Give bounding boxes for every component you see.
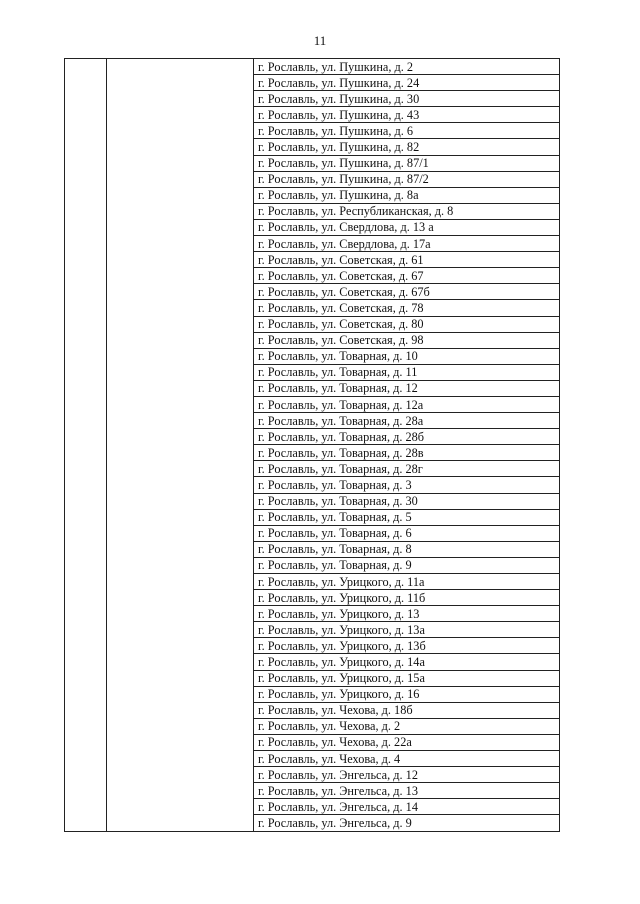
address-cell: г. Рославль, ул. Урицкого, д. 13а bbox=[254, 622, 560, 638]
address-cell: г. Рославль, ул. Урицкого, д. 11а bbox=[254, 574, 560, 590]
address-cell: г. Рославль, ул. Товарная, д. 5 bbox=[254, 509, 560, 525]
address-cell: г. Рославль, ул. Советская, д. 78 bbox=[254, 300, 560, 316]
address-table-body bbox=[65, 59, 560, 832]
address-cell: г. Рославль, ул. Пушкина, д. 82 bbox=[254, 139, 560, 155]
address-cell: г. Рославль, ул. Товарная, д. 12а bbox=[254, 396, 560, 412]
number-column-cell bbox=[65, 59, 107, 832]
page-number: 11 bbox=[313, 33, 327, 48]
address-cell: г. Рославль, ул. Энгельса, д. 12 bbox=[254, 767, 560, 783]
address-cell: г. Рославль, ул. Пушкина, д. 87/1 bbox=[254, 155, 560, 171]
address-cell: г. Рославль, ул. Пушкина, д. 2 bbox=[254, 59, 560, 75]
address-cell: г. Рославль, ул. Чехова, д. 18б bbox=[254, 702, 560, 718]
address-cell: г. Рославль, ул. Товарная, д. 3 bbox=[254, 477, 560, 493]
address-cell: г. Рославль, ул. Энгельса, д. 14 bbox=[254, 799, 560, 815]
address-cell: г. Рославль, ул. Урицкого, д. 14а bbox=[254, 654, 560, 670]
address-cell: г. Рославль, ул. Урицкого, д. 16 bbox=[254, 686, 560, 702]
address-cell: г. Рославль, ул. Товарная, д. 30 bbox=[254, 493, 560, 509]
address-cell: г. Рославль, ул. Свердлова, д. 13 а bbox=[254, 219, 560, 235]
address-cell: г. Рославль, ул. Республиканская, д. 8 bbox=[254, 203, 560, 219]
address-cell: г. Рославль, ул. Пушкина, д. 24 bbox=[254, 75, 560, 91]
address-cell: г. Рославль, ул. Советская, д. 67б bbox=[254, 284, 560, 300]
address-table bbox=[64, 58, 560, 832]
table-row bbox=[65, 59, 560, 75]
address-cell: г. Рославль, ул. Пушкина, д. 87/2 bbox=[254, 171, 560, 187]
address-cell: г. Рославль, ул. Советская, д. 61 bbox=[254, 252, 560, 268]
address-cell: г. Рославль, ул. Чехова, д. 22а bbox=[254, 734, 560, 750]
address-cell: г. Рославль, ул. Чехова, д. 2 bbox=[254, 718, 560, 734]
address-cell: г. Рославль, ул. Пушкина, д. 43 bbox=[254, 107, 560, 123]
address-cell: г. Рославль, ул. Урицкого, д. 11б bbox=[254, 590, 560, 606]
address-cell: г. Рославль, ул. Советская, д. 80 bbox=[254, 316, 560, 332]
address-cell: г. Рославль, ул. Пушкина, д. 30 bbox=[254, 91, 560, 107]
address-cell: г. Рославль, ул. Товарная, д. 6 bbox=[254, 525, 560, 541]
address-cell: г. Рославль, ул. Урицкого, д. 15а bbox=[254, 670, 560, 686]
address-cell: г. Рославль, ул. Энгельса, д. 9 bbox=[254, 815, 560, 831]
address-cell: г. Рославль, ул. Товарная, д. 28г bbox=[254, 461, 560, 477]
address-cell: г. Рославль, ул. Товарная, д. 9 bbox=[254, 557, 560, 573]
address-cell: г. Рославль, ул. Пушкина, д. 6 bbox=[254, 123, 560, 139]
address-cell: г. Рославль, ул. Свердлова, д. 17а bbox=[254, 236, 560, 252]
address-cell: г. Рославль, ул. Товарная, д. 28в bbox=[254, 445, 560, 461]
address-cell: г. Рославль, ул. Товарная, д. 8 bbox=[254, 541, 560, 557]
address-cell: г. Рославль, ул. Чехова, д. 4 bbox=[254, 751, 560, 767]
address-cell: г. Рославль, ул. Урицкого, д. 13б bbox=[254, 638, 560, 654]
address-cell: г. Рославль, ул. Урицкого, д. 13 bbox=[254, 606, 560, 622]
address-cell: г. Рославль, ул. Пушкина, д. 8а bbox=[254, 187, 560, 203]
address-cell: г. Рославль, ул. Товарная, д. 28а bbox=[254, 413, 560, 429]
address-cell: г. Рославль, ул. Товарная, д. 12 bbox=[254, 380, 560, 396]
address-cell: г. Рославль, ул. Советская, д. 98 bbox=[254, 332, 560, 348]
address-cell: г. Рославль, ул. Товарная, д. 10 bbox=[254, 348, 560, 364]
address-cell: г. Рославль, ул. Товарная, д. 28б bbox=[254, 429, 560, 445]
address-cell: г. Рославль, ул. Энгельса, д. 13 bbox=[254, 783, 560, 799]
name-column-cell bbox=[107, 59, 254, 832]
address-cell: г. Рославль, ул. Советская, д. 67 bbox=[254, 268, 560, 284]
address-cell: г. Рославль, ул. Товарная, д. 11 bbox=[254, 364, 560, 380]
